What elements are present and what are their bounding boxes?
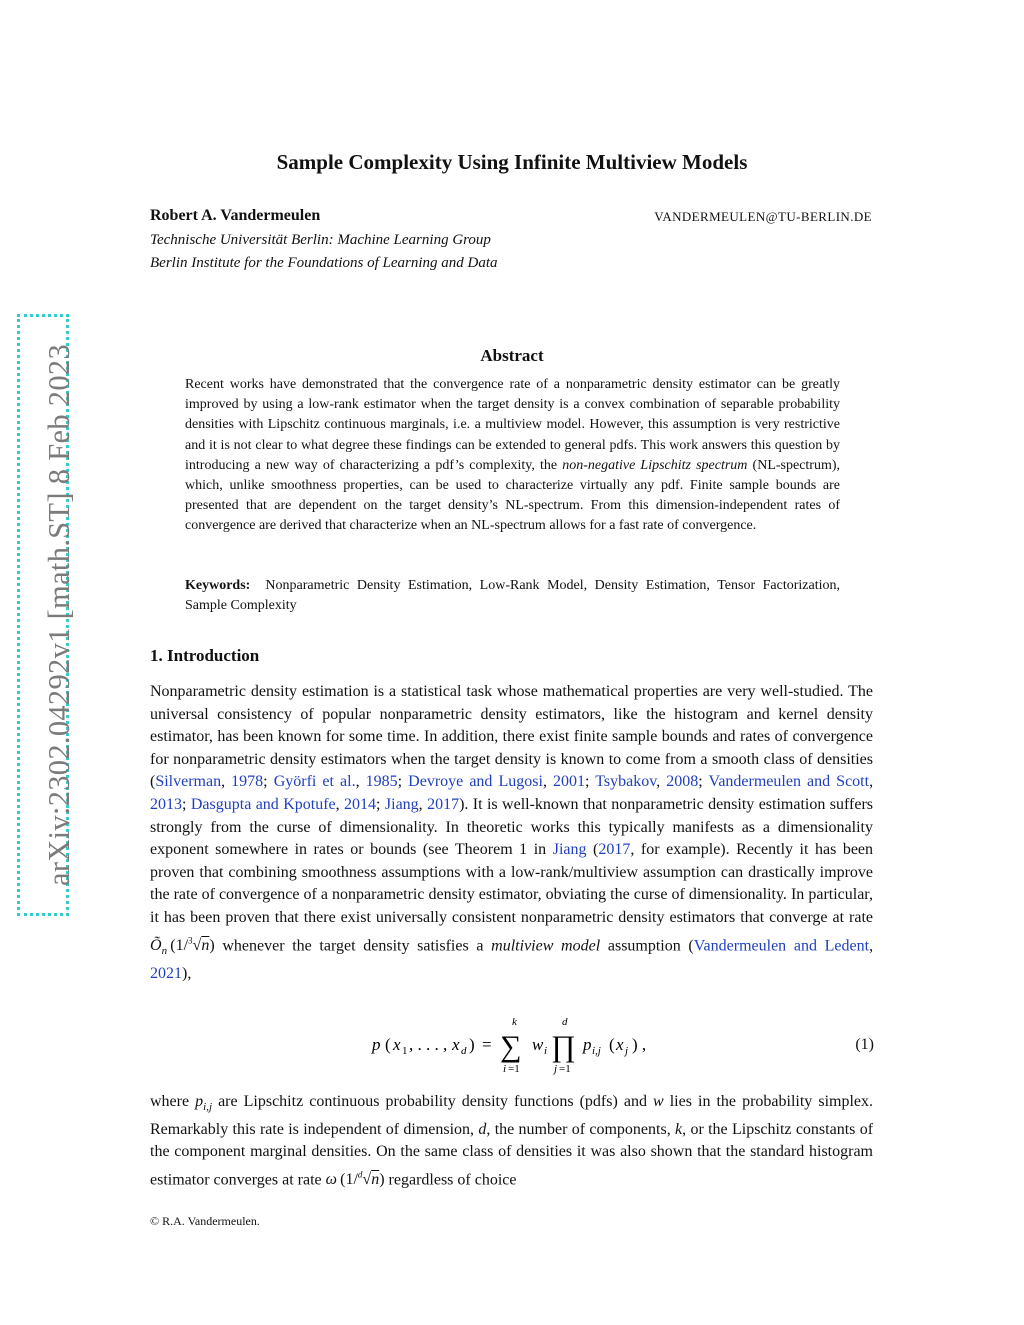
citation-vandermeulen-ledent-year[interactable]: 2021 xyxy=(150,964,182,982)
svg-text:i: i xyxy=(503,1063,507,1075)
citation-gyorfi[interactable]: Györfi et al. xyxy=(273,773,356,791)
svg-text:j: j xyxy=(625,1045,629,1057)
svg-text:, . . . ,: , . . . , xyxy=(409,1035,448,1054)
svg-text:i: i xyxy=(544,1045,548,1057)
p2-text-2: are Lipschitz continuous probability density functions (pdfs) and xyxy=(218,1093,647,1110)
citation-jiang[interactable]: Jiang xyxy=(384,795,419,813)
svg-text:=1: =1 xyxy=(559,1063,571,1075)
citation-tsybakov-year[interactable]: 2008 xyxy=(666,773,699,791)
citation-silverman-year[interactable]: 1978 xyxy=(231,773,264,791)
citation-gyorfi-year[interactable]: 1985 xyxy=(365,773,398,791)
svg-text:i,j: i,j xyxy=(592,1045,601,1057)
svg-text:∑: ∑ xyxy=(500,1030,522,1063)
p2-text-1: where xyxy=(150,1093,190,1110)
citation-tsybakov[interactable]: Tsybakov xyxy=(595,773,657,791)
citation-vandermeulen-scott-year[interactable]: 2013 xyxy=(150,795,182,813)
svg-text:d: d xyxy=(562,1016,568,1028)
paragraph-intro: Nonparametric density estimation is a statistical task whose mathematical properties are very well-studied. The universal consistency of popular nonparametric density estimators, like the histogram and kernel density estimator, has been known for some time. In addition, there exist finite sample bounds and rates of convergence for nonparametric density estimators when the target density is known to come from a smooth class of densities (Silverman, 1978; Györfi et al., 1985; Devroye and Lugosi, 2001; Tsybakov, 2008; Vandermeulen and Scott, 2013; Dasgupta and Kpotufe, 2014; Jiang, 2017). It is well-known that nonparametric density estimation suffers strongly from the curse of dimensionality. In theoretic works this typically manifests as a dimensionality exponent somewhere in rates or bounds (see Theorem 1 in Jiang (2017, for example). Recently it has been proven that combining smoothness assumptions with a low-rank/multiview assumption can drastically improve the rate of convergence of a nonparametric density estimator, obviating the curse of dimensionality. In particular, it has been proven that there exist universally consistent nonparametric density estimators that converge at rate $Õ_n$ (1/$^3$√n) whenever the target density satisfies a multiview model assumption (Vandermeulen and Ledent, 2021), xyxy=(150,683,874,982)
p1-emphasis: multiview model xyxy=(491,936,601,954)
keywords xyxy=(185,576,840,616)
abstract-emphasis: non-negative Lipschitz spectrum xyxy=(562,457,748,473)
citation-devroye-year[interactable]: 2001 xyxy=(553,773,586,791)
author-name: Robert A. Vandermeulen xyxy=(150,207,321,224)
p1-text-2: ). It is well-known that nonparametric density estimation suffers strongly from the curse of dimensionality. In theoretic works this typically manifests as a dimensionality exponent somewhere in rates or bounds (see Theorem 1 in xyxy=(150,795,874,859)
svg-text:(: ( xyxy=(609,1035,615,1054)
p2-text-4: , the number of components, xyxy=(486,1120,671,1138)
p1-text-6: ), xyxy=(182,964,192,982)
svg-text:=: = xyxy=(482,1035,492,1054)
copyright-footer: © R.A. Vandermeulen. xyxy=(150,1214,260,1228)
svg-text:p: p xyxy=(372,1035,381,1054)
svg-text:d: d xyxy=(461,1045,467,1057)
p2-text-3: lies in the probability simplex. Remarkably this rate is independent of dimension, xyxy=(150,1093,874,1138)
citation-jiang-2-year[interactable]: 2017 xyxy=(598,841,631,859)
svg-text:=1: =1 xyxy=(508,1063,520,1075)
author-email: VANDERMEULEN@TU-BERLIN.DE xyxy=(654,209,872,224)
keywords-list: Nonparametric Density Estimation, Low-Rank Model, Density Estimation, Tensor Factorization, Sample Complexity xyxy=(185,578,841,614)
equation-number: (1) xyxy=(855,1036,874,1053)
rate-expression: $Õ_n$ (1/$^3$√n) xyxy=(150,935,215,958)
affiliation-1: Technische Universität Berlin: Machine Learning Group xyxy=(150,232,491,248)
svg-text:x: x xyxy=(616,1035,624,1054)
svg-text:(: ( xyxy=(385,1035,391,1054)
symbol-d: d xyxy=(478,1120,487,1138)
p1-text-3: , for example). Recently it has been proven that combining smoothness assumptions with a low-rank/multiview assumption can drastically improve the rate of convergence of a nonparametric density estimator, obviating the curse of dimensionality. In particular, it has been proven that there exist universally consistent nonparametric density estimators that converge at rate xyxy=(150,841,874,926)
svg-text:k: k xyxy=(512,1016,517,1028)
histogram-rate-expression: ω (1/$^d$√n) xyxy=(325,1169,385,1189)
section-heading: 1. Introduction xyxy=(150,646,260,665)
p1-text-4: whenever the target density satisfies a xyxy=(222,936,484,954)
citation-vandermeulen-scott[interactable]: Vandermeulen and Scott xyxy=(708,773,870,791)
affiliation-2: Berlin Institute for the Foundations of Learning and Data xyxy=(150,255,498,271)
svg-text:w: w xyxy=(532,1035,544,1054)
citation-jiang-year[interactable]: 2017 xyxy=(427,795,460,813)
citation-dasgupta-year[interactable]: 2014 xyxy=(344,795,377,813)
abstract-heading: Abstract xyxy=(480,346,544,365)
citation-vandermeulen-ledent[interactable]: Vandermeulen and Ledent xyxy=(693,936,870,954)
svg-text:) ,: ) , xyxy=(632,1035,647,1054)
svg-text:j: j xyxy=(554,1063,558,1075)
paper-title: Sample Complexity Using Infinite Multiview Models xyxy=(276,150,748,174)
citation-jiang-2[interactable]: Jiang xyxy=(552,841,587,859)
p2-text-6: regardless of choice xyxy=(388,1171,517,1189)
paragraph-after-equation xyxy=(150,1091,873,1192)
svg-text:p: p xyxy=(583,1035,592,1054)
p2-text-5: , or the Lipschitz constants of the component marginal densities. On the same class of densities it was also shown that the standard histogram estimator converges at rate xyxy=(150,1120,874,1189)
citation-silverman[interactable]: Silverman xyxy=(155,773,222,791)
keywords-label: Keywords: xyxy=(185,578,251,593)
p1-text-5: assumption ( xyxy=(607,936,694,954)
abstract-text xyxy=(185,375,840,537)
abstract-part-a: Recent works have demonstrated that the convergence rate of a nonparametric density estimator can be greatly improved by using a low-rank estimator when the target density is a convex combination of separable probability densities with Lipschitz continuous marginals, i.e. a multiview model. However, this assumption is very restrictive and it is not clear to what degree these findings can be extended to general pdfs. This work answers this question by introducing a new way of characterizing a pdf’s complexity, the xyxy=(185,377,840,473)
svg-text:): ) xyxy=(469,1035,475,1054)
svg-text:∏: ∏ xyxy=(551,1030,576,1063)
abstract-part-b: (NL-spectrum), which, unlike smoothness properties, can be used to characterize virtually any pdf. Finite sample bounds are presented that are dependent on the target density’s NL-spectrum. From this dimension-independent rates of convergence are derived that characterize when an NL-spectrum allows for a fast rate of convergence. xyxy=(185,457,841,534)
citation-devroye[interactable]: Devroye and Lugosi xyxy=(408,773,543,791)
svg-text:x: x xyxy=(452,1035,460,1054)
svg-text:x: x xyxy=(393,1035,401,1054)
symbol-k: k xyxy=(675,1120,683,1138)
citation-dasgupta[interactable]: Dasgupta and Kpotufe xyxy=(190,795,336,813)
arxiv-identifier: arXiv:2302.04292v1 [math.ST] 8 Feb 2023 xyxy=(42,344,76,887)
svg-text:1: 1 xyxy=(402,1045,408,1057)
p1-text-1: Nonparametric density estimation is a statistical task whose mathematical properties are very well-studied. The universal consistency of popular nonparametric density estimators, like the histogram and kernel density estimator, has been known for some time. In addition, there exist finite sample bounds and rates of convergence for nonparametric density estimators when the target density is known to come from a smooth class of densities ( xyxy=(150,683,873,791)
symbol-w: w xyxy=(653,1093,664,1110)
symbol-p-ij: $p_{i,j}$ xyxy=(195,1093,213,1114)
